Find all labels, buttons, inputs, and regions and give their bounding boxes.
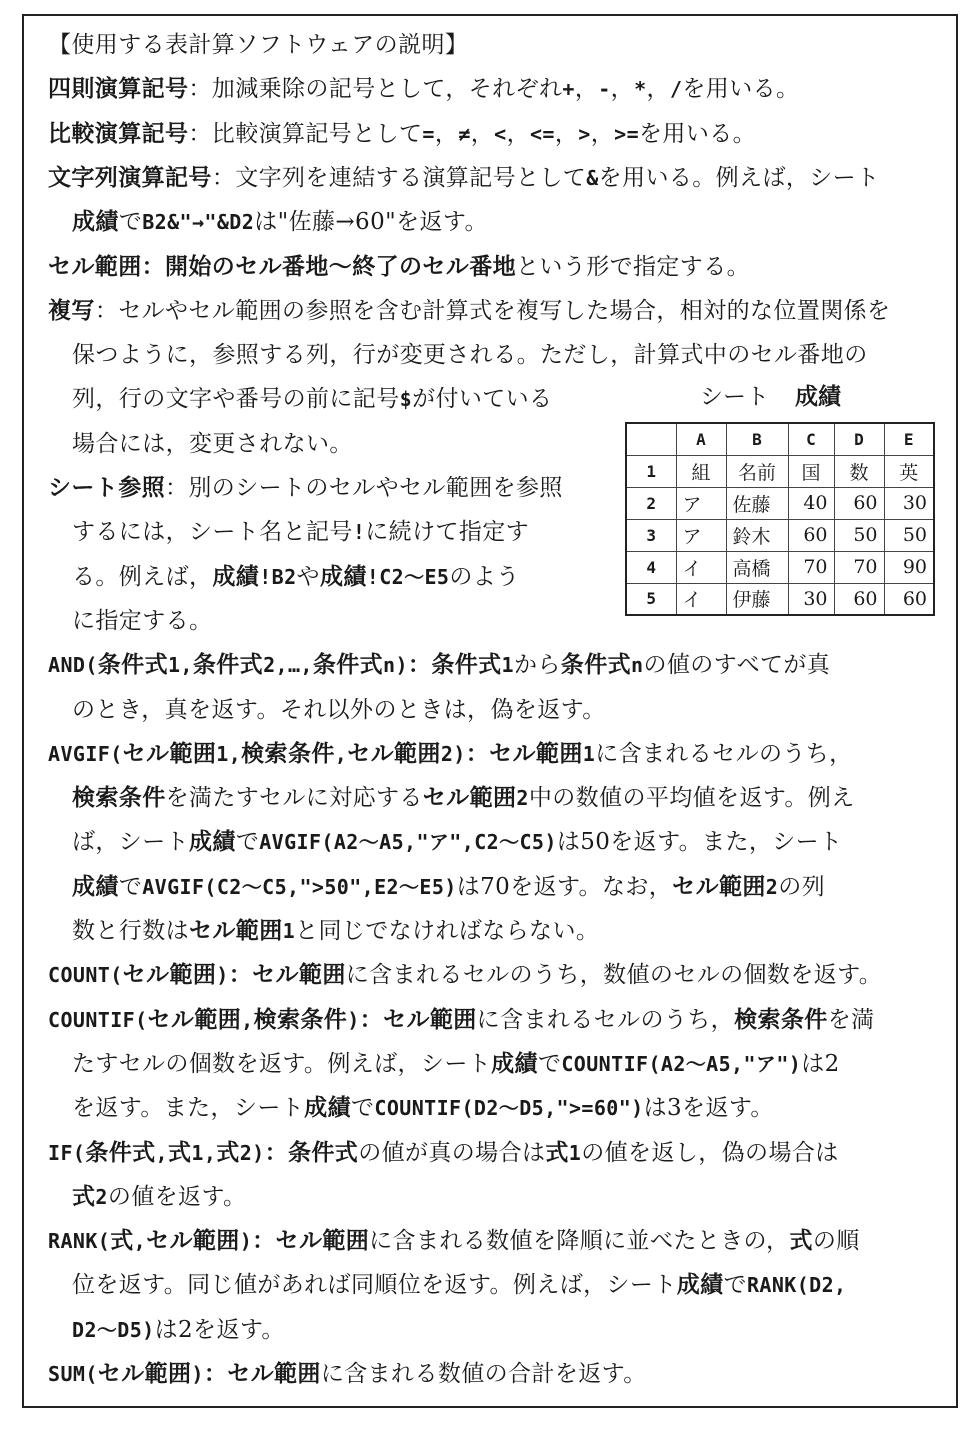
column-header: D	[834, 423, 884, 455]
text-segment: 1	[568, 1140, 582, 1165]
text-segment: は70を返す。なお，	[456, 873, 673, 900]
table-cell: 40	[788, 487, 834, 519]
text-line	[72, 562, 520, 592]
row-header: 4	[626, 551, 676, 583]
column-header: C	[788, 423, 834, 455]
text-segment: 列，行の文字や番号の前に記号	[72, 386, 400, 413]
text-segment: 文字列演算記号	[48, 164, 212, 191]
text-line	[48, 119, 756, 149]
text-line	[48, 473, 563, 503]
text-segment: セル範囲	[122, 740, 217, 767]
text-segment: ：	[264, 1139, 288, 1166]
text-segment: n	[631, 653, 644, 678]
text-segment: ，	[646, 76, 670, 103]
text-segment: 条件式	[560, 652, 631, 679]
text-segment: ，	[610, 76, 635, 103]
text-line	[72, 1270, 846, 1300]
text-segment: ：文字列を連結する演算記号として	[211, 164, 587, 191]
text-segment: 1	[501, 653, 514, 678]
text-segment: ：別のシートのセルやセル範囲を参照	[165, 475, 563, 501]
text-segment: 成績	[212, 563, 260, 590]
table-cell: 国	[788, 455, 834, 487]
text-line	[48, 1359, 647, 1389]
text-segment: シート参照	[48, 475, 165, 501]
table-cell: イ	[676, 551, 726, 583]
text-line	[72, 1049, 840, 1079]
text-segment: の順	[812, 1228, 860, 1255]
text-segment: !C2～E5	[366, 564, 450, 589]
text-segment: セル範囲	[489, 740, 583, 767]
text-segment: 1,	[191, 1140, 217, 1165]
text-segment: セル範囲	[422, 785, 517, 812]
text-segment: 2,…,	[263, 653, 313, 678]
table-cell: 50	[834, 519, 884, 551]
text-segment: の値を返す。	[107, 1183, 247, 1210]
text-line	[72, 916, 599, 946]
text-line	[72, 207, 488, 237]
text-segment: n)	[383, 653, 408, 678]
text-line	[72, 1093, 774, 1123]
text-segment: から	[513, 652, 561, 679]
text-segment: に含まれるセルのうち，数値のセルの個数を返す。	[345, 962, 883, 989]
text-segment: <	[494, 121, 507, 146]
table-cell: 鈴木	[726, 519, 788, 551]
table-cell: 名前	[726, 455, 788, 487]
text-segment: という形で指定する。	[516, 253, 750, 280]
text-segment: 2)	[440, 741, 466, 766]
text-segment: 成績	[319, 563, 367, 590]
text-segment: セル範囲	[146, 1228, 240, 1255]
text-segment: 2	[95, 1184, 108, 1209]
text-segment: は"佐藤→60"を返す。	[254, 209, 488, 236]
text-segment: で	[723, 1272, 747, 1299]
table-cell: 50	[884, 519, 934, 551]
text-segment: 成績	[491, 1050, 538, 1077]
text-line	[72, 606, 212, 636]
text-segment: COUNTIF(	[48, 1007, 148, 1032]
text-segment: 1	[282, 919, 296, 943]
text-segment: 2	[765, 874, 779, 899]
text-segment: ：比較演算記号として	[188, 120, 423, 147]
text-segment: で	[235, 829, 260, 856]
row-header: 2	[626, 487, 676, 519]
text-segment: &	[586, 165, 599, 190]
table-cell: 70	[834, 551, 884, 583]
text-segment: を用いる。例えば，シート	[598, 164, 880, 191]
table-cell: 英	[884, 455, 934, 487]
text-segment: に続けて指定す	[365, 519, 530, 546]
text-segment: で	[350, 1095, 375, 1122]
text-segment: ，	[470, 120, 495, 147]
table-cell: 60	[788, 519, 834, 551]
text-line	[72, 384, 552, 414]
text-segment: 1	[582, 741, 596, 766]
text-segment: る。例えば，	[72, 563, 213, 590]
text-line	[72, 340, 868, 370]
text-segment: ：セルやセル範囲の参照を含む計算式を複写した場合，相対的な位置関係を	[94, 297, 891, 324]
text-segment: )	[216, 963, 229, 988]
text-segment: に指定する。	[72, 607, 213, 634]
text-segment: *	[634, 77, 647, 102]
text-segment: ：	[203, 1361, 228, 1387]
text-segment: 検索条件	[734, 1006, 828, 1033]
text-segment: セル範囲	[347, 740, 441, 767]
text-segment: D2～D5)	[72, 1317, 155, 1342]
text-segment: 成績	[72, 873, 119, 900]
text-segment: 成績	[304, 1095, 351, 1122]
sheet-caption-label: シート	[700, 384, 769, 410]
text-segment: で	[118, 873, 143, 900]
text-segment: 場合には，変更されない。	[72, 430, 353, 457]
table-row	[626, 583, 934, 615]
text-segment: 1,	[216, 741, 242, 766]
table-row	[626, 519, 934, 551]
text-segment: の値のすべてが真	[643, 652, 831, 679]
text-segment: や	[296, 563, 320, 590]
text-segment: /	[669, 77, 683, 102]
text-segment: AND(	[48, 653, 98, 678]
text-segment: 式	[72, 1183, 96, 1210]
text-segment: は2を返す。	[154, 1316, 285, 1343]
text-segment: の値を返し，偽の場合は	[581, 1139, 839, 1166]
text-segment: と同じでなければならない。	[295, 918, 600, 944]
table-cell: 30	[788, 583, 834, 615]
spreadsheet-table	[625, 422, 935, 616]
sheet-caption	[700, 382, 841, 412]
text-line	[72, 783, 855, 813]
text-segment: SUM(	[48, 1362, 98, 1386]
text-segment: ：加減乗除の記号として，それぞれ	[188, 76, 563, 103]
text-segment: 条件式	[85, 1139, 156, 1166]
text-segment: -	[598, 77, 611, 102]
text-segment: ：	[228, 962, 253, 989]
text-segment: セル範囲	[383, 1006, 477, 1033]
text-line	[48, 163, 879, 193]
text-segment: で	[537, 1050, 562, 1077]
text-segment: セル範囲：開始のセル番地～終了のセル番地	[48, 253, 516, 280]
text-segment: ,	[241, 1007, 254, 1032]
text-segment: ，	[574, 76, 599, 103]
table-cell: 60	[834, 487, 884, 519]
text-segment: ≠	[458, 121, 471, 146]
text-segment: を返す。また，シート	[72, 1095, 305, 1122]
text-segment: を満	[827, 1006, 875, 1033]
text-segment: ，	[554, 120, 579, 147]
text-segment: IF(	[48, 1140, 86, 1165]
text-segment: 数と行数は	[72, 918, 189, 944]
text-segment: セル範囲	[189, 918, 283, 944]
text-segment: 成績	[189, 829, 236, 856]
table-row	[626, 455, 934, 487]
text-line	[72, 827, 842, 857]
text-segment: 成績	[676, 1272, 724, 1299]
table-cell: 70	[788, 551, 834, 583]
text-segment: )	[239, 1229, 253, 1254]
text-segment: 式	[545, 1139, 569, 1166]
text-segment: ：	[465, 740, 490, 767]
table-cell: イ	[676, 583, 726, 615]
text-line	[48, 252, 750, 282]
text-segment: $	[399, 387, 413, 412]
text-segment: 四則演算記号	[48, 76, 189, 103]
text-segment: に含まれるセルのうち，	[476, 1006, 735, 1033]
text-segment: ：	[252, 1228, 276, 1255]
text-line	[48, 960, 882, 990]
row-header: 5	[626, 583, 676, 615]
text-segment: 式	[789, 1228, 813, 1255]
table-cell: 組	[676, 455, 726, 487]
text-segment: ,	[155, 1140, 168, 1165]
text-line	[72, 517, 529, 547]
text-segment: <=	[529, 121, 555, 146]
text-segment: 【使用する表計算ソフトウェアの説明】	[48, 32, 469, 58]
text-segment: B2&"→"&D2	[142, 210, 255, 235]
text-segment: )	[191, 1362, 204, 1386]
text-line	[48, 1138, 839, 1168]
table-cell: 高橋	[726, 551, 788, 583]
text-segment: たすセルの個数を返す。例えば，シート	[72, 1050, 492, 1077]
sheet-caption-name: 成績	[795, 384, 841, 410]
text-segment: を用いる。	[639, 120, 757, 147]
text-segment: 2	[516, 786, 529, 811]
table-cell: 数	[834, 455, 884, 487]
text-segment: =	[422, 121, 435, 146]
text-segment: セル範囲	[122, 962, 217, 989]
text-segment: 条件式	[431, 652, 502, 679]
text-segment: !	[352, 520, 366, 545]
text-segment: 検索条件	[72, 785, 166, 812]
table-cell: 30	[884, 487, 934, 519]
text-segment: AVGIF(A2～A5,"ア",C2～C5)	[259, 830, 557, 855]
text-segment: を用いる。	[682, 76, 800, 103]
text-segment: 式	[110, 1228, 134, 1255]
text-segment: 複写	[48, 297, 95, 324]
text-segment: セル範囲	[227, 1361, 321, 1387]
text-segment: の値が真の場合は	[358, 1139, 546, 1166]
text-segment: ば，シート	[72, 829, 189, 856]
text-segment: >	[578, 121, 591, 146]
text-segment: 条件式	[312, 652, 384, 679]
text-segment: は50を返す。また，シート	[556, 829, 843, 856]
table-cell: ア	[676, 487, 726, 519]
text-line	[48, 1226, 860, 1256]
text-line	[72, 429, 353, 459]
text-segment: 成績	[72, 209, 119, 236]
text-line	[48, 296, 890, 326]
table-row	[626, 551, 934, 583]
text-segment: するには，シート名と記号	[72, 519, 353, 546]
text-segment: 条件式	[287, 1139, 359, 1166]
text-line	[72, 1315, 285, 1345]
text-segment: >=	[614, 121, 640, 146]
column-header	[626, 423, 676, 455]
table-cell: 伊藤	[726, 583, 788, 615]
text-segment: のよう	[449, 563, 520, 590]
text-segment: 1,	[167, 653, 193, 678]
text-line	[72, 872, 825, 902]
row-header: 3	[626, 519, 676, 551]
text-line	[48, 30, 468, 60]
text-segment: 検索条件	[253, 1006, 348, 1033]
text-segment: 式	[216, 1139, 240, 1166]
column-header: A	[676, 423, 726, 455]
table-cell: 60	[884, 583, 934, 615]
text-line	[72, 695, 606, 725]
text-segment: が付いている	[412, 386, 553, 413]
text-segment: 位を返す。同じ値があれば同順位を返す。例えば，シート	[72, 1272, 677, 1299]
row-header: 1	[626, 455, 676, 487]
text-segment: !B2	[259, 564, 297, 589]
table-cell: 佐藤	[726, 487, 788, 519]
text-segment: 条件式	[192, 652, 264, 679]
table-row	[626, 487, 934, 519]
text-segment: ,	[334, 741, 348, 766]
text-segment: 保つように，参照する列，行が変更される。ただし，計算式中のセル番地の	[72, 342, 868, 369]
text-line	[48, 74, 799, 104]
table-cell: 90	[884, 551, 934, 583]
text-segment: のとき，真を返す。それ以外のときは，偽を返す。	[72, 696, 606, 723]
table-cell: 60	[834, 583, 884, 615]
text-segment: ，	[434, 120, 459, 147]
text-segment: ：	[359, 1006, 384, 1033]
text-segment: COUNT(	[48, 963, 123, 988]
text-segment: 条件式	[97, 652, 168, 679]
text-segment: は3を返す。	[643, 1095, 774, 1122]
text-segment: )	[347, 1007, 360, 1032]
column-header: E	[884, 423, 934, 455]
text-segment: 検索条件	[241, 740, 335, 767]
text-line	[48, 739, 853, 769]
text-segment: の列	[778, 873, 826, 900]
text-segment: ，	[506, 120, 530, 147]
text-segment: COUNTIF(A2～A5,"ア")	[561, 1051, 802, 1076]
text-segment: AVGIF(C2～C5,">50",E2～E5)	[142, 874, 457, 899]
text-segment: に含まれる数値の合計を返す。	[320, 1361, 647, 1387]
text-segment: 中の数値の平均値を返す。例え	[528, 785, 855, 812]
text-segment: を満たすセルに対応する	[165, 785, 423, 812]
text-line	[48, 1005, 875, 1035]
text-segment: セル範囲	[147, 1006, 242, 1033]
text-segment: ：	[407, 652, 432, 679]
text-segment: セル範囲	[672, 873, 766, 900]
text-segment: で	[118, 209, 143, 236]
text-segment: +	[562, 77, 575, 102]
text-segment: に含まれる数値を降順に並べたときの，	[369, 1228, 790, 1255]
text-segment: AVGIF(	[48, 741, 123, 766]
text-segment: RANK(D2,	[746, 1273, 847, 1298]
text-segment: ,	[133, 1229, 147, 1254]
text-segment: RANK(	[48, 1229, 111, 1254]
text-line	[48, 650, 830, 680]
text-line	[72, 1182, 246, 1212]
text-segment: 式	[167, 1139, 192, 1166]
text-segment: セル範囲	[252, 962, 346, 989]
text-segment: に含まれるセルのうち，	[595, 740, 853, 767]
text-segment: COUNTIF(D2～D5,">=60")	[374, 1096, 644, 1121]
text-segment: 2)	[239, 1140, 265, 1165]
text-segment: ，	[590, 120, 615, 147]
table-cell: ア	[676, 519, 726, 551]
text-segment: 比較演算記号	[48, 120, 189, 147]
text-segment: は2	[801, 1050, 840, 1077]
column-header: B	[726, 423, 788, 455]
text-segment: セル範囲	[275, 1228, 370, 1255]
text-segment: セル範囲	[97, 1361, 192, 1387]
